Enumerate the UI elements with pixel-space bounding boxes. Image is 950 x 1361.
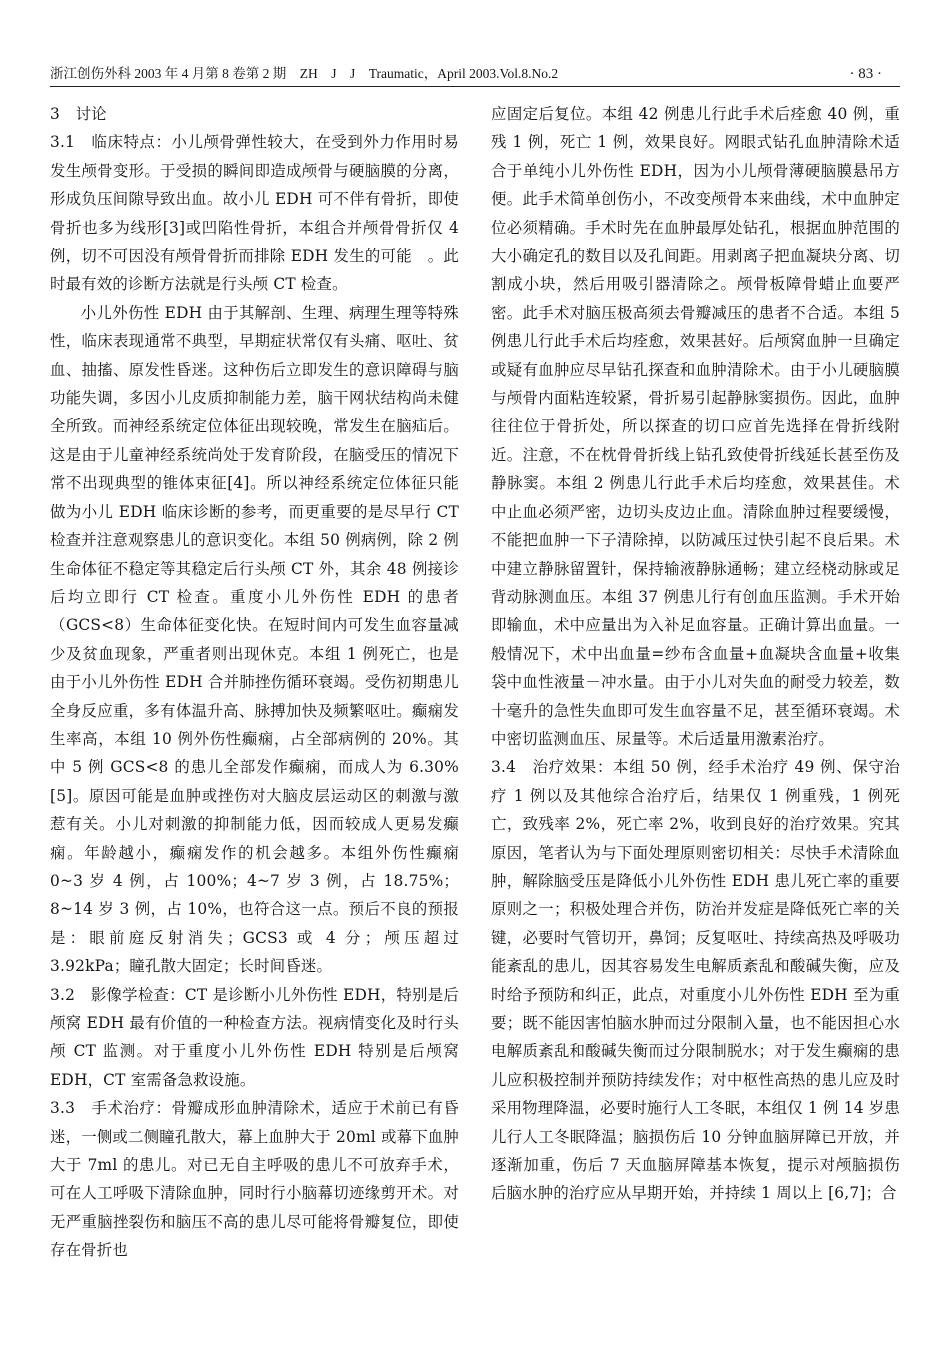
running-header <box>50 62 900 88</box>
header-rule <box>50 86 900 87</box>
right-column <box>491 100 900 1341</box>
section-heading: 3 讨论 <box>50 105 107 123</box>
paragraph-imaging: 3.2 影像学检查：CT 是诊断小儿外伤性 EDH，特别是后颅窝 EDH 最有价值的一种检查方法。视病情变化及时行头颅 CT 监测。对于重度小儿外伤性 EDH 特别是后颅窝 EDH，CT 室需备急救设施。 <box>50 985 459 1089</box>
paragraph-surgery-continued: 应固定后复位。本组 42 例患儿行此手术后痊愈 40 例，重残 1 例，死亡 1 例，效果良好。网眼式钻孔血肿清除术适合于单纯小儿外伤性 EDH，因为小儿颅骨薄硬脑膜悬吊方便。此手术简单创伤小，不改变颅骨本来曲线，术中血肿定位必须精确。手术时先在血肿最厚处钻孔，根据血肿范围的大小确定孔的数目以及孔间距。用剥离子把血凝块分离、切割成小块，然后用吸引器清除之。颅骨板障骨蜡止血要严密。此手术对脑压极高须去骨瓣减压的患者不合适。本组 5 例患儿行此手术后均痊愈，效果甚好。后颅窝血肿一旦确定或疑有血肿应尽早钻孔探查和血肿清除术。由于小儿硬脑膜与颅骨内面粘连较紧，骨折易引起静脉窦损伤。因此，血肿往往位于骨折处，所以探查的切口应首先选择在骨折线附近。注意，不在枕骨骨折线上钻孔致使骨折线延长甚至伤及静脉窦。本组 2 例患儿行此手术后均痊愈，效果甚佳。术中止血必须严密，边切头皮边止血。清除血肿过程要缓慢，不能把血肿一下子清除掉，以防减压过快引起不良后果。术中建立静脉留置针，保持输液静脉通畅；建立经桡动脉或足背动脉测血压。本组 37 例患儿行有创血压监测。手术开始即输血，术中应量出为入补足血容量。正确计算出血量。一般情况下，术中出血量=纱布含血量+血凝块含血量+收集袋中血性液量－冲水量。由于小儿对失血的耐受力较差，数十毫升的急性失血即可发生血容量不足，甚至循环衰竭。术中密切监测血压、尿量等。术后适量用激素治疗。 <box>491 105 900 748</box>
journal-citation: 浙江创伤外科 2003 年 4 月第 8 卷第 2 期 ZH J J Traumatic，April 2003.Vol.8.No.2 <box>50 66 559 81</box>
left-column <box>50 100 459 1341</box>
page-number: · 83 · <box>849 66 882 82</box>
paragraph-treatment-results: 3.4 治疗效果：本组 50 例，经手术治疗 49 例、保守治疗 1 例以及其他综合治疗后，结果仅 1 例重残，1 例死亡，致残率 2%，死亡率 2%，收到良好的治疗效果。究其原因，笔者认为与下面处理原则密切相关：尽快手术清除血肿，解除脑受压是降低小儿外伤性 EDH 患儿死亡率的重要原则之一；积极处理合并伤，防治并发症是降低死亡率的关键，必要时气管切开，鼻饲；反复呕吐、持续高热及呼吸功能紊乱的患儿，因其容易发生电解质紊乱和酸碱失衡，应及时给予预防和纠正，此点，对重度小儿外伤性 EDH 至为重要；既不能因害怕脑水肿而过分限制入量，也不能因担心水电解质紊乱和酸碱失衡而过分限制脱水；对于发生癫痫的患儿应积极控制并预防持续发作；对中枢性高热的患儿应及时采用物理降温，必要时施行人工冬眠，本组仅 1 例 14 岁患儿行人工冬眠降温；脑损伤后 10 分钟血脑屏障已开放，并逐渐加重，伤后 7 天血脑屏障基本恢复，提示对颅脑损伤后脑水肿的治疗应从早期开始，并持续 1 周以上 [6,7]；合 <box>491 758 900 1203</box>
paragraph-surgery: 3.3 手术治疗：骨瓣成形血肿清除术，适应于术前已有昏迷，一侧或二侧瞳孔散大，幕上血肿大于 20ml 或幕下血肿大于 7ml 的患儿。对已无自主呼吸的患儿不可放弃手术，可在人工呼吸下清除血肿，同时行小脑幕切迹缘剪开术。对无严重脑挫裂伤和脑压不高的患儿尽可能将骨瓣复位，即使存在骨折也 <box>50 1099 459 1260</box>
paragraph-clinical-features: 3.1 临床特点：小儿颅骨弹性较大，在受到外力作用时易发生颅骨变形。于受损的瞬间即造成颅骨与硬脑膜的分离，形成负压间隙导致出血。故小儿 EDH 可不伴有骨折，即使骨折也多为线形[3]或凹陷性骨折，本组合并颅骨骨折仅 4 例，切不可因没有颅骨骨折而排除 EDH 发生的可能 。此时最有效的诊断方法就是行头颅 CT 检查。 <box>50 133 459 294</box>
paragraph-clinical-presentation: 小儿外伤性 EDH 由于其解剖、生理、病理生理等特殊性，临床表现通常不典型，早期症状常仅有头痛、呕吐、贫血、抽搐、原发性昏迷。这种伤后立即发生的意识障碍与脑功能失调，多因小儿皮质抑制能力差，脑干网状结构尚未健全所致。而神经系统定位体征出现较晚，常发生在脑疝后。这是由于儿童神经系统尚处于发育阶段，在脑受压的情况下常不出现典型的锥体束征[4]。所以神经系统定位体征只能做为小儿 EDH 临床诊断的参考，而更重要的是尽早行 CT 检查并注意观察患儿的意识变化。本组 50 例病例，除 2 例生命体征不稳定等其稳定后行头颅 CT 外，其余 48 例接诊后均立即行 CT 检查。重度小儿外伤性 EDH 的患者（GCS<8）生命体征变化快。在短时间内可发生血容量减少及贫血现象，严重者则出现休克。本组 1 例死亡，也是由于小儿外伤性 EDH 合并肺挫伤循环衰竭。受伤初期患儿全身反应重，多有体温升高、脉搏加快及频繁呕吐。癫痫发生率高，本组 10 例外伤性癫痫，占全部病例的 20%。其中 5 例 GCS<8 的患儿全部发作癫痫，而成人为 6.30%[5]。原因可能是血肿或挫伤对大脑皮层运动区的刺激与激惹有关。小儿对刺激的抑制能力低，因而较成人更易发癫痫。年龄越小，癫痫发作的机会越多。本组外伤性癫痫 0~3 岁 4 例，占 100%；4~7 岁 3 例，占 18.75%；8~14 岁 3 例，占 10%，也符合这一点。预后不良的预报是：眼前庭反射消失；GCS3 或 4 分；颅压超过 3.92kPa；瞳孔散大固定；长时间昏迷。 <box>50 303 459 976</box>
